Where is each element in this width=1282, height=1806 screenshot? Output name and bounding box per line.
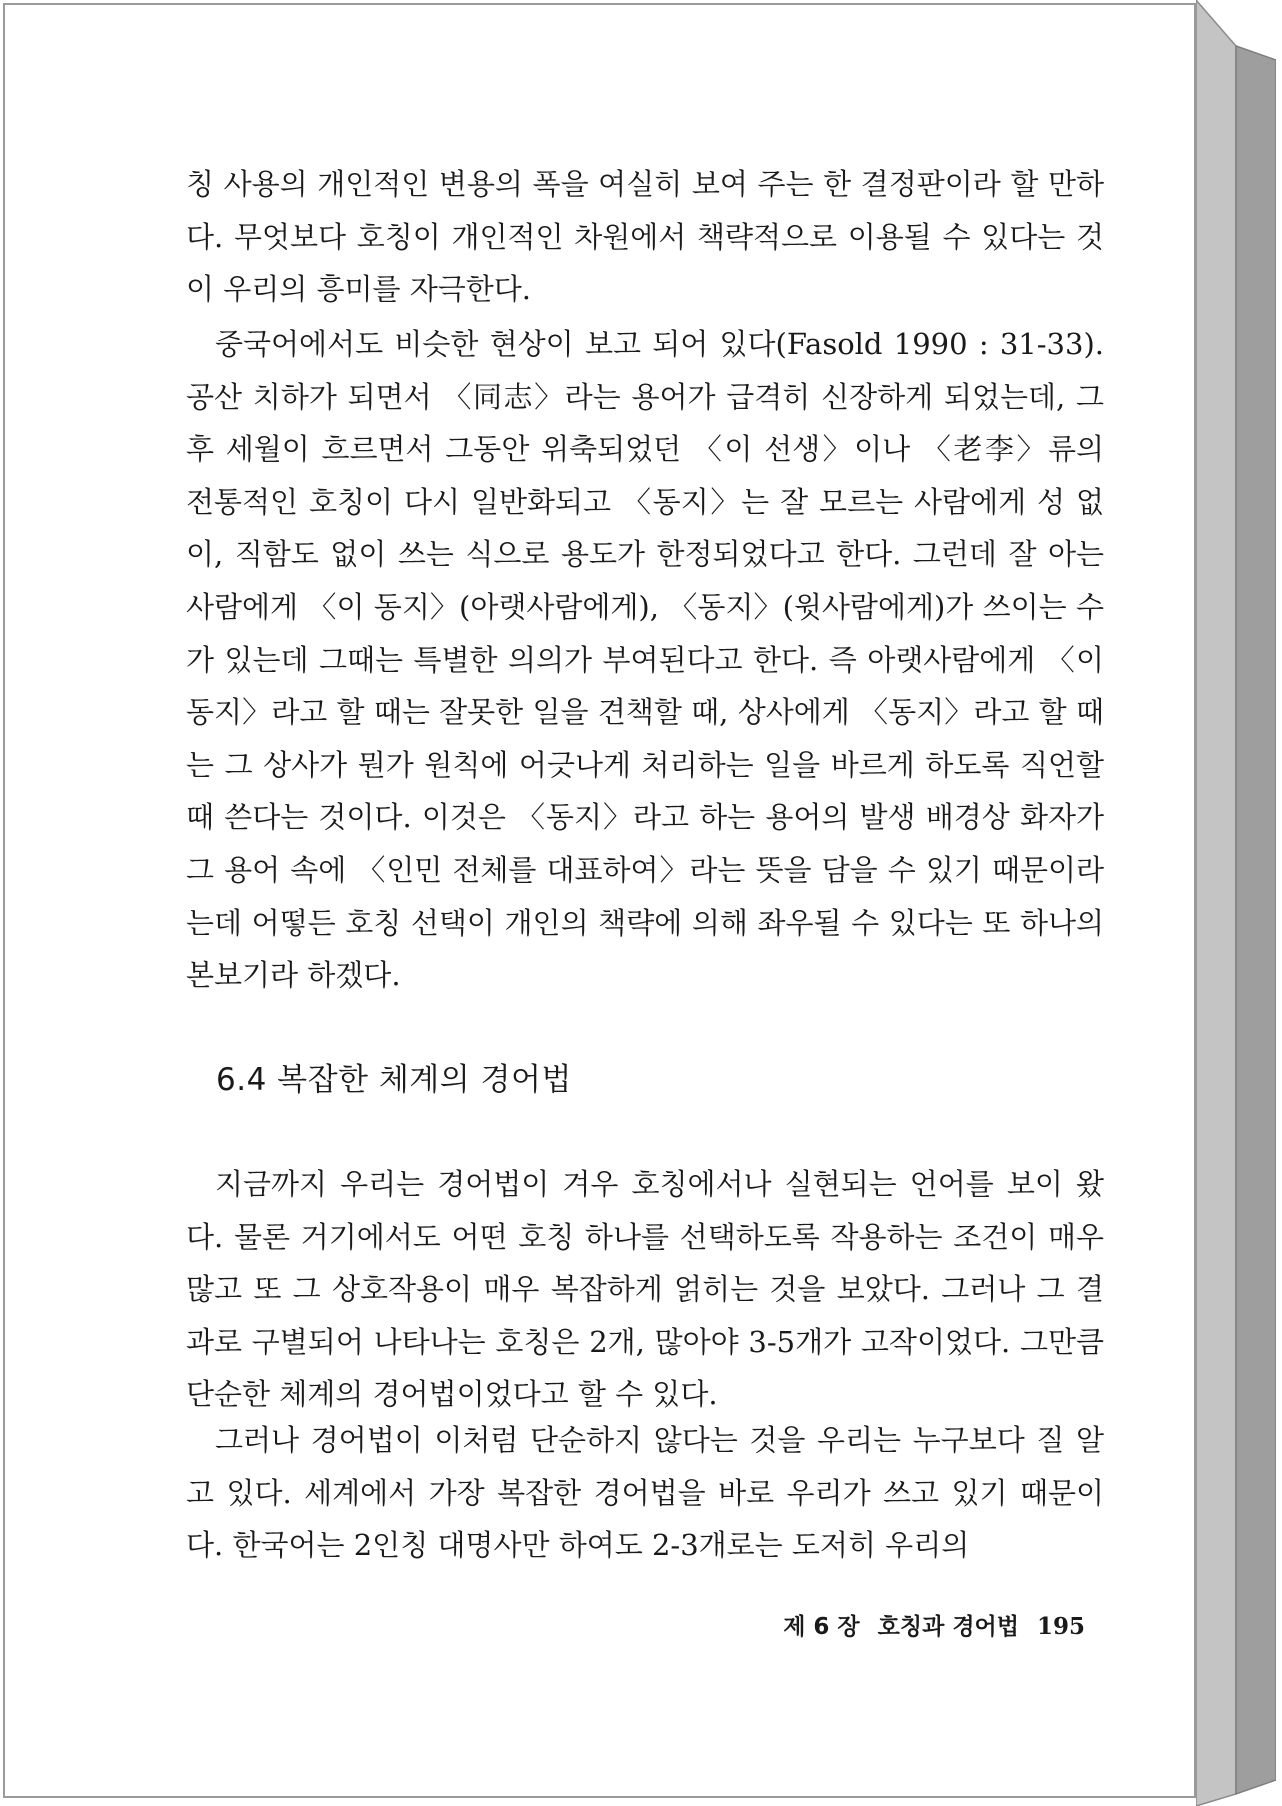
paragraph — [186, 318, 1104, 1002]
paragraph-text: 그러나 경어법이 이처럼 단순하지 않다는 것을 우리는 누구보다 질 알고 있다. 세계에서 가장 복잡한 경어법을 바로 우리가 쓰고 있기 때문이다. 한국어는 2인칭 대명사만 하여도 2-3개로는 도저히 우리의 — [186, 1423, 1104, 1563]
footer-chapter-title: 호칭과 경어법 — [877, 1614, 1019, 1640]
paragraph — [186, 158, 1104, 316]
paragraph-text: 칭 사용의 개인적인 변용의 폭을 여실히 보여 주는 한 결정판이라 할 만하다. 무엇보다 호칭이 개인적인 차원에서 책략적으로 이용될 수 있다는 것이 우리의 흥미를 자극한다. — [186, 167, 1104, 307]
section-heading: 6.4 복잡한 체계의 경어법 — [216, 1062, 572, 1098]
footer-chapter: 제 6 장 — [783, 1614, 860, 1640]
paragraph-text: 중국어에서도 비슷한 현상이 보고 되어 있다(Fasold 1990 : 31-33). 공산 치하가 되면서 〈同志〉라는 용어가 급격히 신장하게 되었는데, 그 후 세월이 흐르면서 그동안 위축되었던 〈이 선생〉이나 〈老李〉류의 전통적인 호칭이 다시 일반화되고 〈동지〉는 잘 모르는 사람에게 성 없이, 직함도 없이 쓰는 식으로 용도가 한정되었다고 한다. 그런데 잘 아는 사람에게 〈이 동지〉(아랫사람에게), 〈동지〉(윗사람에게)가 쓰이는 수가 있는데 그때는 특별한 의의가 부여된다고 한다. 즉 아랫사람에게 〈이 동지〉라고 할 때는 잘못한 일을 견책할 때, 상사에게 〈동지〉라고 할 때는 그 상사가 뭔가 원칙에 어긋나게 처리하는 일을 바르게 하도록 직언할 때 쓴다는 것이다. 이것은 〈동지〉라고 하는 용어의 발생 배경상 화자가 그 용어 속에 〈인민 전체를 대표하여〉라는 뜻을 담을 수 있기 때문이라는데 어떻든 호칭 선택이 개인의 책략에 의해 좌우될 수 있다는 또 하나의 본보기라 하겠다. — [186, 327, 1104, 993]
paragraph-text: 지금까지 우리는 경어법이 겨우 호칭에서나 실현되는 언어를 보이 왔다. 물론 거기에서도 어떤 호칭 하나를 선택하도록 작용하는 조건이 매우 많고 또 그 상호작용이 매우 복잡하게 얽히는 것을 보았다. 그러나 그 결과로 구별되어 나타나는 호칭은 2개, 많아야 3-5개가 고작이었다. 그만큼 단순한 체계의 경어법이었다고 할 수 있다. — [186, 1167, 1104, 1412]
paragraph — [186, 1158, 1104, 1421]
page-edge-stack — [1196, 0, 1276, 1806]
paragraph — [186, 1414, 1104, 1572]
running-footer — [783, 1608, 1085, 1641]
page-number: 195 — [1036, 1613, 1085, 1640]
